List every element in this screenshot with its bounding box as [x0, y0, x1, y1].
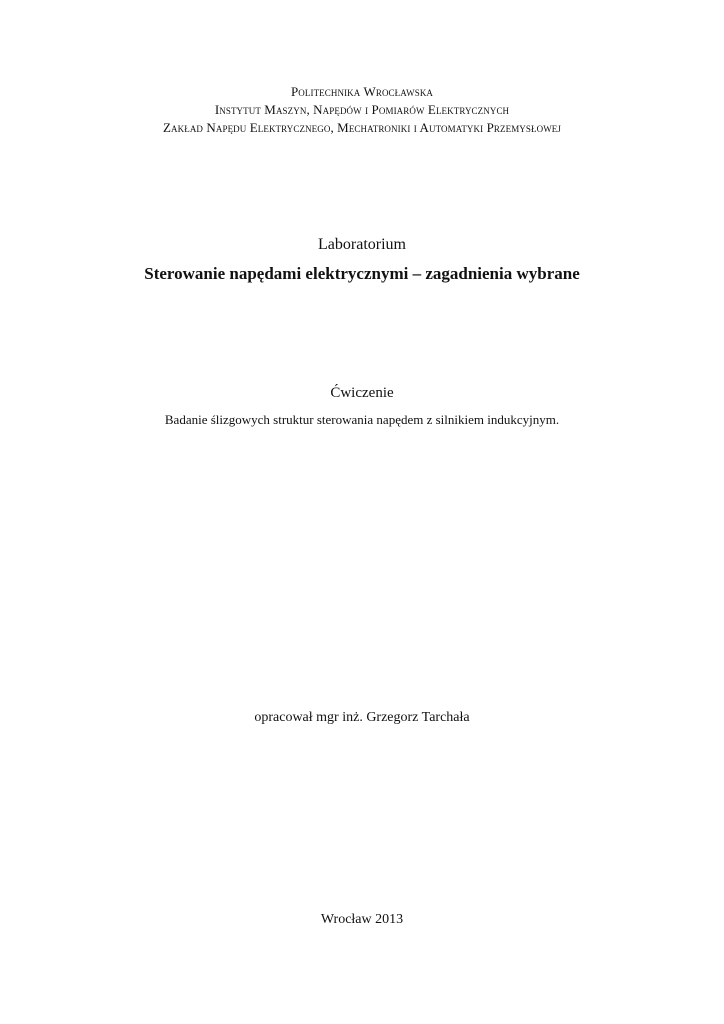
exercise-title: Badanie ślizgowych struktur sterowania napędem z silnikiem indukcyjnym.	[164, 412, 560, 427]
course-title: Sterowanie napędami elektrycznymi – zagadnienia wybrane	[144, 264, 580, 283]
course-type: Laboratorium	[318, 236, 406, 253]
place-date: Wrocław 2013	[320, 912, 404, 927]
university-name: Politechnika Wrocławska	[290, 84, 434, 99]
author-line: opracował mgr inż. Grzegorz Tarchała	[254, 710, 470, 725]
department-name: Zakład Napędu Elektrycznego, Mechatroniki i Automatyki Przemysłowej	[163, 120, 561, 135]
institute-name: Instytut Maszyn, Napędów i Pomiarów Elektrycznych	[214, 102, 510, 117]
exercise-label: Ćwiczenie	[330, 385, 394, 401]
